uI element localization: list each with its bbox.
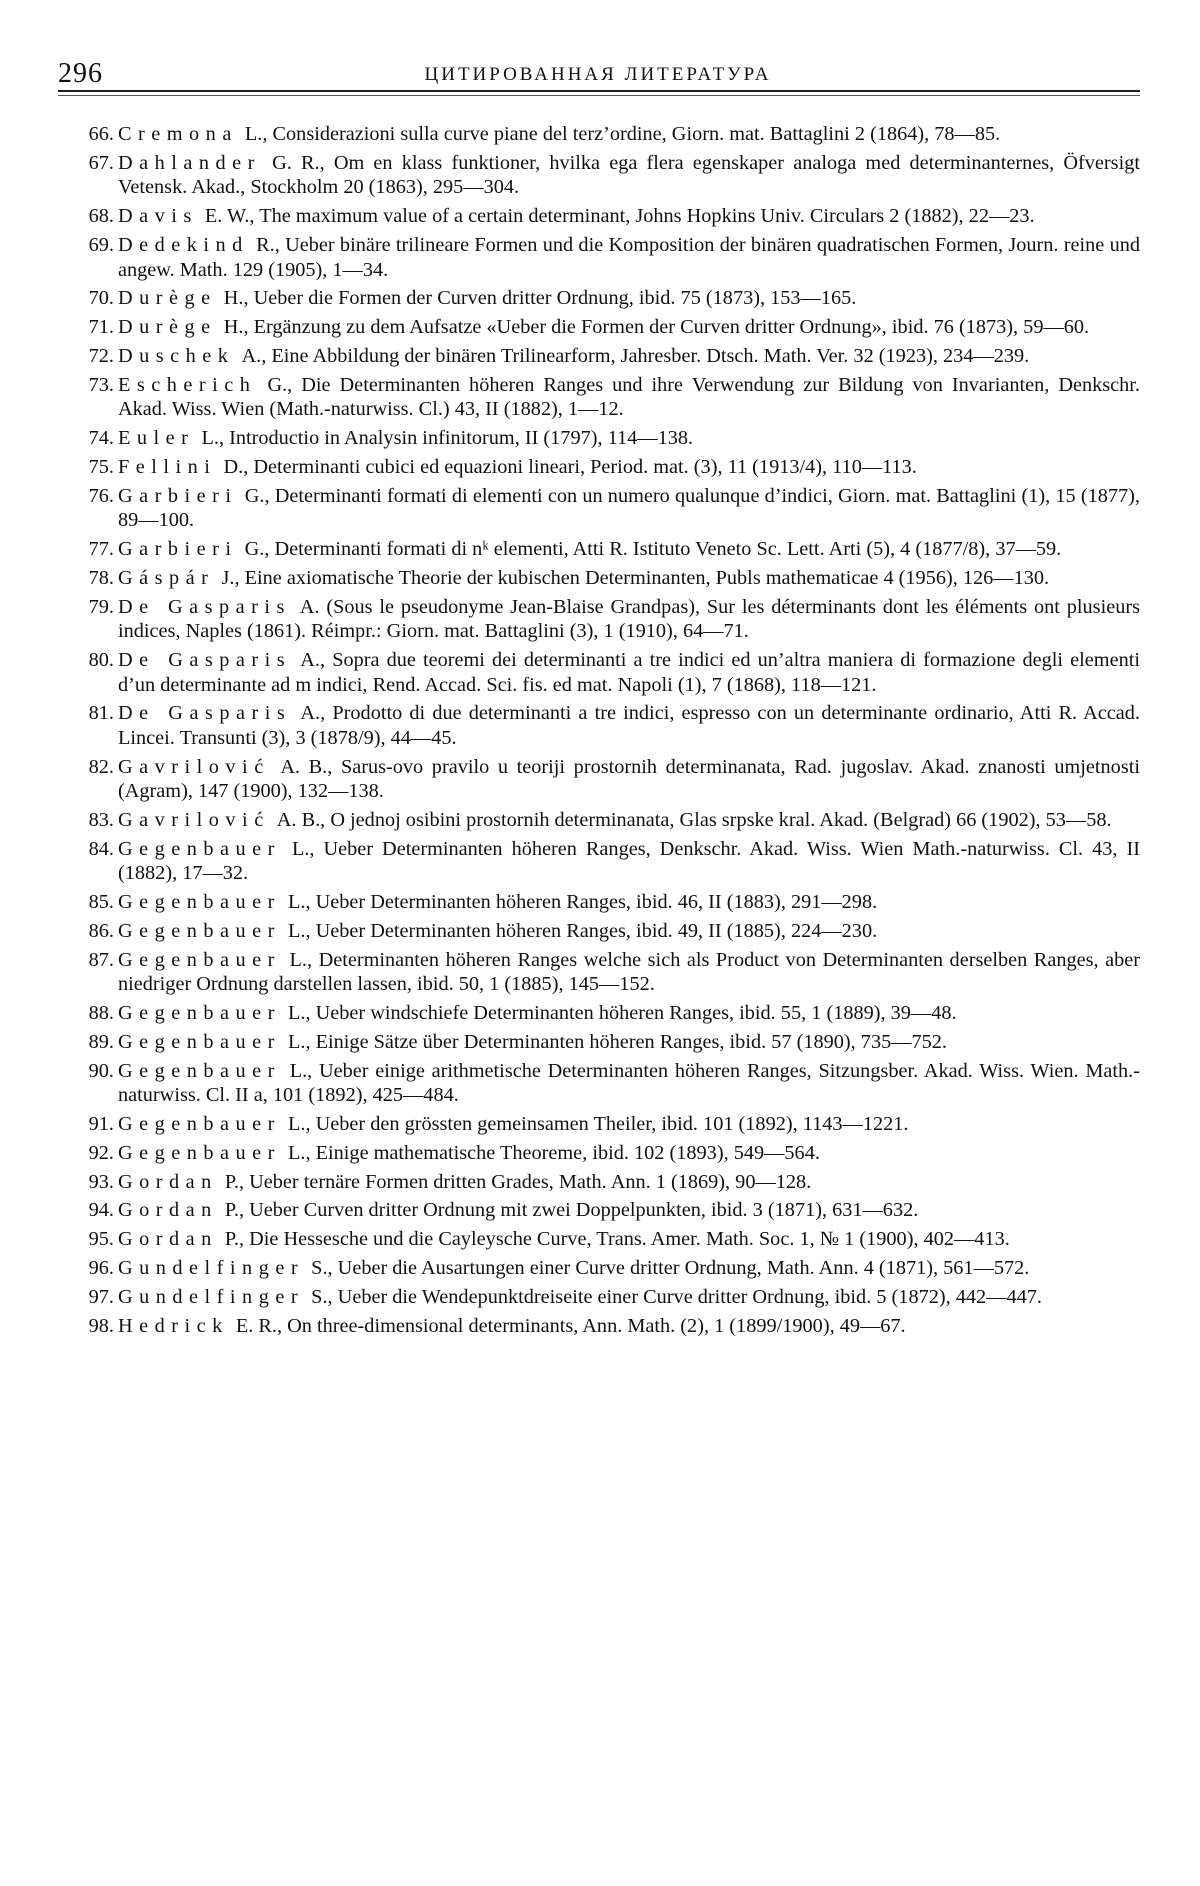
reference-number: 95. <box>66 1227 114 1252</box>
reference-author: Gordan <box>118 1171 218 1193</box>
reference-author: Dedekind <box>118 234 249 256</box>
reference-entry <box>80 648 1140 697</box>
reference-author: Euler <box>118 427 194 449</box>
reference-text: Ueber die Wendepunktdreiseite einer Curve dritter Ordnung, ibid. 5 (1872), 442—447. <box>338 1286 1042 1308</box>
reference-author: Cremona <box>118 123 238 145</box>
reference-text: Ueber ternäre Formen dritten Grades, Math. Ann. 1 (1869), 90—128. <box>249 1171 811 1193</box>
reference-entry <box>80 373 1140 422</box>
reference-text: Introductio in Analysin infinitorum, II (1797), 114—138. <box>229 427 693 449</box>
reference-initials: A., <box>242 345 267 367</box>
reference-text: Eine axiomatische Theorie der kubischen Determinanten, Publs mathematicae 4 (1956), 126—130. <box>245 567 1049 589</box>
reference-number: 98. <box>66 1314 114 1339</box>
page-number: 296 <box>58 58 103 90</box>
reference-number: 85. <box>66 890 114 915</box>
reference-text: Einige Sätze über Determinanten höheren Ranges, ibid. 57 (1890), 735—752. <box>316 1031 947 1053</box>
reference-number: 67. <box>66 151 114 176</box>
reference-text: Considerazioni sulla curve piane del terz’ordine, Giorn. mat. Battaglini 2 (1864), 78—85. <box>273 123 1001 145</box>
reference-initials: L., <box>288 1113 311 1135</box>
reference-entry <box>80 808 1140 833</box>
reference-entry <box>80 484 1140 533</box>
reference-entry <box>80 1314 1140 1339</box>
reference-initials: L., <box>289 949 312 971</box>
reference-initials: L., <box>292 838 315 860</box>
reference-author: Durège <box>118 287 217 309</box>
reference-text: Die Hessesche und die Cayleysche Curve, Trans. Amer. Math. Soc. 1, № 1 (1900), 402—413. <box>249 1228 1010 1250</box>
reference-initials: A., <box>300 649 325 671</box>
reference-text: Determinanti formati di elementi con un numero qualunque d’indici, Giorn. mat. Battaglini (1), 15 (1877), 89—100. <box>118 485 1140 532</box>
reference-entry <box>80 233 1140 282</box>
reference-initials: L., <box>288 891 311 913</box>
reference-text: Prodotto di due determinanti a tre indici, espresso con un determinante ordinario, Atti R. Accad. Lincei. Transunti (3), 3 (1878/9), 44—45. <box>118 702 1140 749</box>
reference-initials: G., <box>267 374 292 396</box>
reference-initials: P., <box>225 1171 244 1193</box>
reference-number: 82. <box>66 755 114 780</box>
reference-text: Determinanten höheren Ranges welche sich als Product von Determinanten derselben Ranges, aber niedriger Ordnung darstellen lassen, ibid. 50, 1 (1885), 145—152. <box>118 949 1140 996</box>
reference-text: Sarus-ovo pravilo u teoriji prostornih determinanata, Rad. jugoslav. Akad. znanosti umjetnosti (Agram), 147 (1900), 132—138. <box>118 756 1140 803</box>
reference-author: Gegenbauer <box>118 1060 281 1082</box>
reference-entry <box>80 755 1140 804</box>
reference-number: 80. <box>66 648 114 673</box>
reference-text: Ueber die Formen der Curven dritter Ordnung, ibid. 75 (1873), 153—165. <box>254 287 857 309</box>
reference-author: Davis <box>118 205 198 227</box>
reference-entry <box>80 204 1140 229</box>
reference-entry <box>80 1227 1140 1252</box>
reference-entry <box>80 1059 1140 1108</box>
reference-author: De Gasparis <box>118 596 291 618</box>
reference-entry <box>80 1141 1140 1166</box>
reference-author: Fellini <box>118 456 216 478</box>
reference-initials: S., <box>311 1257 332 1279</box>
reference-initials: A. <box>300 596 320 618</box>
reference-entry <box>80 701 1140 750</box>
reference-initials: L., <box>290 1060 313 1082</box>
reference-number: 86. <box>66 919 114 944</box>
reference-author: Gegenbauer <box>118 838 281 860</box>
reference-number: 97. <box>66 1285 114 1310</box>
reference-number: 83. <box>66 808 114 833</box>
reference-initials: L., <box>288 1002 311 1024</box>
reference-author: Gundelfinger <box>118 1286 304 1308</box>
reference-initials: L., <box>245 123 268 145</box>
reference-number: 90. <box>66 1059 114 1084</box>
reference-entry <box>80 1198 1140 1223</box>
reference-author: Gavrilović <box>118 809 270 831</box>
book-page <box>0 0 1200 1886</box>
reference-initials: L., <box>288 920 311 942</box>
reference-initials: A. B., <box>280 756 332 778</box>
reference-entry <box>80 566 1140 591</box>
reference-initials: G., <box>245 538 270 560</box>
reference-number: 87. <box>66 948 114 973</box>
reference-text: Die Determinanten höheren Ranges und ihre Verwendung zur Bildung von Invarianten, Denkschr. Akad. Wiss. Wien (Math.-naturwiss. Cl.) 43, II (1882), 1—12. <box>118 374 1140 421</box>
reference-initials: G. R., <box>272 152 325 174</box>
reference-entry <box>80 1285 1140 1310</box>
reference-text: (Sous le pseudonyme Jean-Blaise Grandpas), Sur les déterminants dont les éléments ont plusieurs indices, Naples (1861). Réimpr.: Giorn. mat. Battaglini (3), 1 (1910), 64—71. <box>118 596 1140 643</box>
reference-number: 78. <box>66 566 114 591</box>
reference-list <box>80 122 1140 1342</box>
reference-text: On three-dimensional determinants, Ann. Math. (2), 1 (1899/1900), 49—67. <box>287 1315 905 1337</box>
reference-initials: R., <box>256 234 280 256</box>
header-rule-thin <box>58 95 1140 96</box>
reference-author: Gegenbauer <box>118 1002 281 1024</box>
reference-number: 76. <box>66 484 114 509</box>
reference-initials: A. B., <box>277 809 325 831</box>
reference-author: De Gasparis <box>118 649 291 671</box>
reference-author: Garbieri <box>118 485 238 507</box>
reference-entry <box>80 122 1140 147</box>
reference-author: Gegenbauer <box>118 1142 281 1164</box>
reference-entry <box>80 1170 1140 1195</box>
reference-number: 66. <box>66 122 114 147</box>
reference-entry <box>80 1256 1140 1281</box>
reference-text: Ergänzung zu dem Aufsatze «Ueber die Formen der Curven dritter Ordnung», ibid. 76 (1873), 59—60. <box>254 316 1089 338</box>
reference-text: O jednoj osibini prostornih determinanata, Glas srpske kral. Akad. (Belgrad) 66 (1902), 53—58. <box>330 809 1111 831</box>
reference-number: 74. <box>66 426 114 451</box>
reference-entry <box>80 595 1140 644</box>
reference-author: Gordan <box>118 1228 218 1250</box>
page-header <box>58 52 1138 94</box>
reference-entry <box>80 315 1140 340</box>
reference-initials: A., <box>300 702 325 724</box>
reference-initials: P., <box>225 1228 244 1250</box>
reference-author: Gundelfinger <box>118 1257 304 1279</box>
reference-text: Eine Abbildung der binären Trilinearform, Jahresber. Dtsch. Math. Ver. 32 (1923), 234—239. <box>271 345 1029 367</box>
reference-author: De Gasparis <box>118 702 291 724</box>
reference-text: Ueber einige arithmetische Determinanten höheren Ranges, Sitzungsber. Akad. Wiss. Wien. Math.-naturwiss. Cl. II a, 101 (1892), 425—484. <box>118 1060 1140 1107</box>
reference-text: Ueber windschiefe Determinanten höheren Ranges, ibid. 55, 1 (1889), 39—48. <box>316 1002 957 1024</box>
reference-entry <box>80 1030 1140 1055</box>
reference-initials: D., <box>224 456 249 478</box>
reference-number: 68. <box>66 204 114 229</box>
reference-author: Gegenbauer <box>118 1113 281 1135</box>
reference-author: Dahlander <box>118 152 261 174</box>
reference-number: 89. <box>66 1030 114 1055</box>
reference-initials: L., <box>288 1031 311 1053</box>
reference-entry <box>80 1112 1140 1137</box>
reference-text: Einige mathematische Theoreme, ibid. 102 (1893), 549—564. <box>316 1142 820 1164</box>
reference-number: 92. <box>66 1141 114 1166</box>
reference-text: Determinanti cubici ed equazioni lineari, Period. mat. (3), 11 (1913/4), 110—113. <box>253 456 916 478</box>
reference-text: Om en klass funktioner, hvilka ega flera egenskaper analoga med determinanternes, Öfversigt Vetensk. Akad., Stockholm 20 (1863), 295—304. <box>118 152 1140 199</box>
reference-number: 72. <box>66 344 114 369</box>
running-title: ЦИТИРОВАННАЯ ЛИТЕРАТУРА <box>58 64 1138 86</box>
reference-entry <box>80 537 1140 562</box>
reference-author: Durège <box>118 316 217 338</box>
reference-number: 91. <box>66 1112 114 1137</box>
reference-author: Garbieri <box>118 538 238 560</box>
reference-author: Gegenbauer <box>118 891 281 913</box>
reference-initials: H., <box>224 287 249 309</box>
reference-entry <box>80 455 1140 480</box>
reference-number: 75. <box>66 455 114 480</box>
reference-entry <box>80 1001 1140 1026</box>
reference-initials: S., <box>311 1286 332 1308</box>
reference-number: 81. <box>66 701 114 726</box>
reference-number: 93. <box>66 1170 114 1195</box>
reference-initials: L., <box>201 427 224 449</box>
reference-text: Ueber Determinanten höheren Ranges, ibid. 46, II (1883), 291—298. <box>316 891 878 913</box>
reference-author: Escherich <box>118 374 256 396</box>
reference-entry <box>80 426 1140 451</box>
reference-entry <box>80 890 1140 915</box>
reference-initials: G., <box>245 485 270 507</box>
reference-author: Gegenbauer <box>118 1031 281 1053</box>
reference-text: Ueber Determinanten höheren Ranges, ibid. 49, II (1885), 224—230. <box>316 920 878 942</box>
reference-text: Ueber den grössten gemeinsamen Theiler, ibid. 101 (1892), 1143—1221. <box>316 1113 909 1135</box>
reference-initials: P., <box>225 1199 244 1221</box>
reference-initials: E. W., <box>205 205 255 227</box>
reference-author: Duschek <box>118 345 234 367</box>
reference-initials: J., <box>222 567 240 589</box>
reference-text: Ueber Curven dritter Ordnung mit zwei Doppelpunkten, ibid. 3 (1871), 631—632. <box>249 1199 918 1221</box>
reference-number: 88. <box>66 1001 114 1026</box>
reference-entry <box>80 948 1140 997</box>
reference-initials: H., <box>224 316 249 338</box>
reference-entry <box>80 837 1140 886</box>
reference-number: 73. <box>66 373 114 398</box>
header-rule <box>58 90 1140 92</box>
reference-number: 84. <box>66 837 114 862</box>
reference-number: 79. <box>66 595 114 620</box>
reference-text: Ueber Determinanten höheren Ranges, Denkschr. Akad. Wiss. Wien Math.-naturwiss. Cl. 43, II (1882), 17—32. <box>118 838 1140 885</box>
reference-initials: E. R., <box>236 1315 282 1337</box>
reference-text: Determinanti formati di nᵏ elementi, Atti R. Istituto Veneto Sc. Lett. Arti (5), 4 (1877/8), 37—59. <box>275 538 1062 560</box>
reference-author: Gegenbauer <box>118 920 281 942</box>
reference-number: 94. <box>66 1198 114 1223</box>
reference-initials: L., <box>288 1142 311 1164</box>
reference-author: Gavrilović <box>118 756 270 778</box>
reference-entry <box>80 151 1140 200</box>
reference-entry <box>80 344 1140 369</box>
reference-text: Ueber binäre trilineare Formen und die Komposition der binären quadratischen Formen, Journ. reine und angew. Math. 129 (1905), 1—34. <box>118 234 1140 281</box>
reference-entry <box>80 286 1140 311</box>
reference-number: 71. <box>66 315 114 340</box>
reference-text: The maximum value of a certain determinant, Johns Hopkins Univ. Circulars 2 (1882), 22—23. <box>259 205 1034 227</box>
reference-author: Gegenbauer <box>118 949 281 971</box>
reference-number: 70. <box>66 286 114 311</box>
reference-author: Hedrick <box>118 1315 229 1337</box>
reference-number: 77. <box>66 537 114 562</box>
reference-text: Sopra due teoremi dei determinanti a tre indici ed un’altra maniera di formazione degli elementi d’un determinante ad m indici, Rend. Accad. Sci. fis. ed mat. Napoli (1), 7 (1868), 118—121. <box>118 649 1140 696</box>
reference-entry <box>80 919 1140 944</box>
reference-number: 96. <box>66 1256 114 1281</box>
reference-text: Ueber die Ausartungen einer Curve dritter Ordnung, Math. Ann. 4 (1871), 561—572. <box>338 1257 1030 1279</box>
reference-author: Gáspár <box>118 567 214 589</box>
reference-author: Gordan <box>118 1199 218 1221</box>
reference-number: 69. <box>66 233 114 258</box>
